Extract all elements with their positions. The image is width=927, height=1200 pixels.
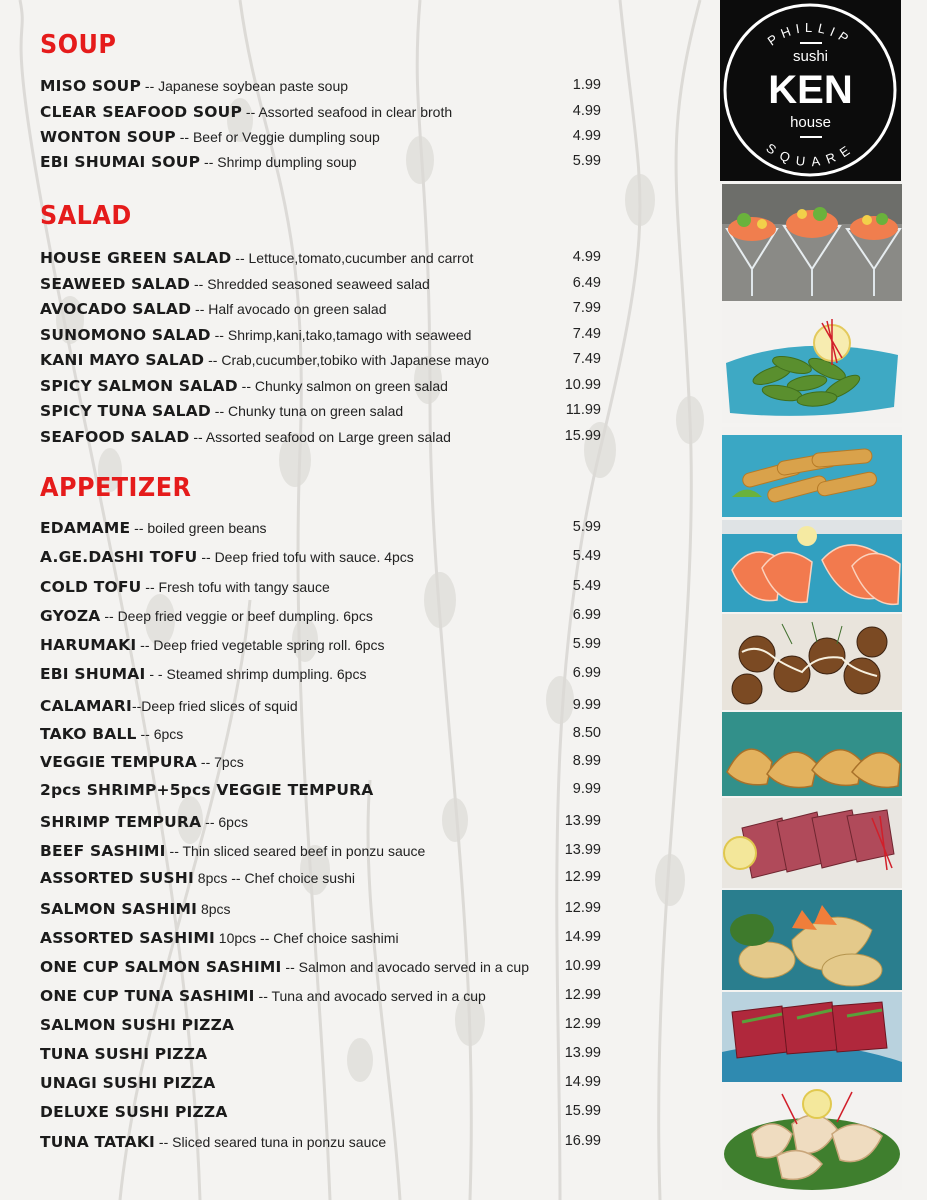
logo-bottom-arc: SQUARE [763,139,857,169]
menu-item-price: 7.49 [572,326,601,342]
menu-item-name: EBI SHUMAI [40,665,146,683]
menu-item-price: 13.99 [564,813,601,829]
menu-item-description: -- Tuna and avocado served in a cup [254,988,486,1004]
menu-item-price: 4.99 [572,128,601,144]
menu-item-name: EDAMAME [40,519,131,537]
menu-item-price: 4.99 [572,103,601,119]
menu-item-price: 6.99 [572,665,601,681]
menu-item [40,351,605,373]
menu-item [40,987,605,1009]
menu-item-name: HOUSE GREEN SALAD [40,249,232,267]
menu-item-price: 12.99 [564,869,601,885]
gyoza-photo [722,712,902,796]
menu-item-price: 7.49 [572,351,601,367]
menu-item-price: 15.99 [564,428,601,444]
menu-item-name: GYOZA [40,607,101,625]
section-title-salad: SALAD [40,201,132,231]
menu-item-price: 14.99 [564,929,601,945]
menu-item-name: WONTON SOUP [40,128,176,146]
menu-item-price: 4.99 [572,249,601,265]
menu-item-price: 11.99 [565,402,601,418]
menu-item-name: MISO SOUP [40,77,142,95]
menu-item-name: A.GE.DASHI TOFU [40,548,198,566]
menu-item-description: 8pcs [197,901,231,917]
svg-text:PHILLIP [765,20,856,49]
menu-item [40,900,605,922]
menu-item-description: -- 6pcs [136,726,184,742]
menu-item [40,153,605,175]
menu-item-price: 7.99 [572,300,601,316]
menu-item-price: 8.50 [572,725,601,741]
menu-item-name: SPICY TUNA SALAD [40,402,211,420]
logo-ken: KEN [768,68,853,112]
menu-item [40,1074,605,1096]
calamari-photo [722,1084,902,1190]
menu-item [40,781,605,803]
menu-item-price: 10.99 [564,958,601,974]
menu-item-description: -- Fresh tofu with tangy sauce [141,579,330,595]
section-title-appetizer: APPETIZER [40,473,192,503]
menu-item [40,929,605,951]
menu-item-description: -- Sliced seared tuna in ponzu sauce [155,1134,387,1150]
menu-item-name: SUNOMONO SALAD [40,326,211,344]
menu-item-description: -- Beef or Veggie dumpling soup [175,129,380,145]
menu-item [40,578,605,600]
menu-item-description: -- Deep fried vegetable spring roll. 6pcs [136,637,385,653]
menu-item-description: -- Assorted seafood in clear broth [242,104,453,120]
menu-item [40,869,605,891]
spring-rolls-photo [722,427,902,517]
svg-text:SQUARE [764,140,857,169]
menu-item-description: -- Crab,cucumber,tobiko with Japanese mayo [204,352,490,368]
menu-item-price: 6.49 [572,275,601,291]
menu-item-description: -- Assorted seafood on Large green salad [189,429,451,445]
menu-item-description: -- 6pcs [201,814,248,830]
menu-item-name: KANI MAYO SALAD [40,351,205,369]
menu-item-price: 16.99 [564,1133,601,1149]
menu-item [40,275,605,297]
menu-item [40,1103,605,1125]
menu-item-name: ASSORTED SUSHI [40,869,194,887]
menu-item-price: 9.99 [572,781,601,797]
menu-item-name: ONE CUP TUNA SASHIMI [40,987,255,1005]
menu-item-name: UNAGI SUSHI PIZZA [40,1074,216,1092]
menu-item [40,103,605,125]
menu-item-price: 5.99 [572,153,601,169]
menu-item [40,753,605,775]
menu-item-name: TAKO BALL [40,725,137,743]
seared-beef-photo [722,798,902,888]
tempura-photo [722,890,902,990]
menu-item [40,249,605,271]
sashimi-cups-photo [722,184,902,301]
menu-item [40,1133,605,1155]
logo-sushi: sushi [792,48,829,65]
menu-item-name: TUNA SUSHI PIZZA [40,1045,208,1063]
menu-item [40,1016,605,1038]
menu-item-description: 10pcs -- Chef choice sashimi [214,930,399,946]
menu-item [40,1045,605,1067]
menu-item [40,725,605,747]
menu-item-name: 2pcs SHRIMP+5pcs VEGGIE TEMPURA [40,781,374,799]
menu-item-name: DELUXE SUSHI PIZZA [40,1103,228,1121]
menu-item [40,813,605,835]
menu-item-price: 1.99 [572,77,601,93]
menu-item-price: 5.49 [572,548,601,564]
menu-item-name: CALAMARI [40,697,132,715]
menu-item-name: SEAWEED SALAD [40,275,191,293]
tako-ball-photo [722,614,902,710]
menu-item [40,636,605,658]
menu-item-price: 5.49 [572,578,601,594]
menu-item-name: EBI SHUMAI SOUP [40,153,201,171]
menu-item-description: -- Half avocado on green salad [191,301,387,317]
menu-item-description: 8pcs -- Chef choice sushi [193,870,355,886]
menu-item-name: HARUMAKI [40,636,137,654]
menu-item-name: ONE CUP SALMON SASHIMI [40,958,282,976]
menu-item [40,326,605,348]
menu-item-description: -- Shrimp,kani,tako,tamago with seaweed [210,327,472,343]
section-title-soup: SOUP [40,30,117,60]
menu-item-name: SHRIMP TEMPURA [40,813,202,831]
menu-item-price: 12.99 [564,900,601,916]
tuna-tataki-photo [722,992,902,1082]
menu-item-description: -- Thin sliced seared beef in ponzu sauce [165,843,426,859]
menu-item-description: -- Lettuce,tomato,cucumber and carrot [231,250,474,266]
menu-item-name: SALMON SASHIMI [40,900,198,918]
menu-item-name: SEAFOOD SALAD [40,428,190,446]
menu-item-description: -- Deep fried veggie or beef dumpling. 6pcs [100,608,373,624]
menu-item [40,697,605,719]
menu-item-description: -- boiled green beans [130,520,267,536]
menu-item-description: -- Japanese soybean paste soup [141,78,349,94]
menu-item [40,519,605,541]
menu-item-price: 5.99 [572,519,601,535]
menu-item-description: -- Shredded seasoned seaweed salad [190,276,430,292]
menu-item [40,377,605,399]
menu-item-price: 12.99 [564,1016,601,1032]
menu-item-price: 6.99 [572,607,601,623]
menu-item-name: BEEF SASHIMI [40,842,166,860]
salmon-sashimi-photo [722,520,902,612]
menu-item-description: -- Chunky tuna on green salad [210,403,404,419]
menu-item [40,128,605,150]
menu-item-description: -- Chunky salmon on green salad [237,378,448,394]
menu-item [40,402,605,424]
menu-item-price: 12.99 [564,987,601,1003]
logo-top-arc: PHILLIP [764,19,856,49]
menu-item-name: TUNA TATAKI [40,1133,156,1151]
menu-item-name: ASSORTED SASHIMI [40,929,215,947]
menu-item-name: COLD TOFU [40,578,142,596]
menu-item [40,300,605,322]
menu-item-name: SALMON SUSHI PIZZA [40,1016,235,1034]
menu-item-price: 8.99 [572,753,601,769]
menu-item-price: 13.99 [564,1045,601,1061]
menu-item-price: 9.99 [572,697,601,713]
edamame-photo [722,303,902,423]
menu-item [40,548,605,570]
menu-item [40,77,605,99]
menu-item-name: AVOCADO SALAD [40,300,192,318]
menu-item-description: -- 7pcs [197,754,244,770]
menu-item-price: 5.99 [572,636,601,652]
menu-item-price: 15.99 [564,1103,601,1119]
menu-item [40,958,605,980]
menu-item-name: SPICY SALMON SALAD [40,377,238,395]
restaurant-logo [720,0,901,181]
menu-item-description: -- Deep fried tofu with sauce. 4pcs [197,549,414,565]
menu-item-price: 14.99 [564,1074,601,1090]
menu-item [40,665,605,687]
menu-item-price: 13.99 [564,842,601,858]
menu-item-description: -- Salmon and avocado served in a cup [281,959,529,975]
menu-item-name: VEGGIE TEMPURA [40,753,198,771]
menu-item-description: -- Shrimp dumpling soup [200,154,357,170]
logo-house: house [790,114,831,131]
menu-item-price: 10.99 [564,377,601,393]
menu-item [40,842,605,864]
menu-item-description: --Deep fried slices of squid [131,698,298,714]
menu-item [40,428,605,450]
menu-item-name: CLEAR SEAFOOD SOUP [40,103,243,121]
menu-item-description: - - Steamed shrimp dumpling. 6pcs [145,666,367,682]
menu-item [40,607,605,629]
